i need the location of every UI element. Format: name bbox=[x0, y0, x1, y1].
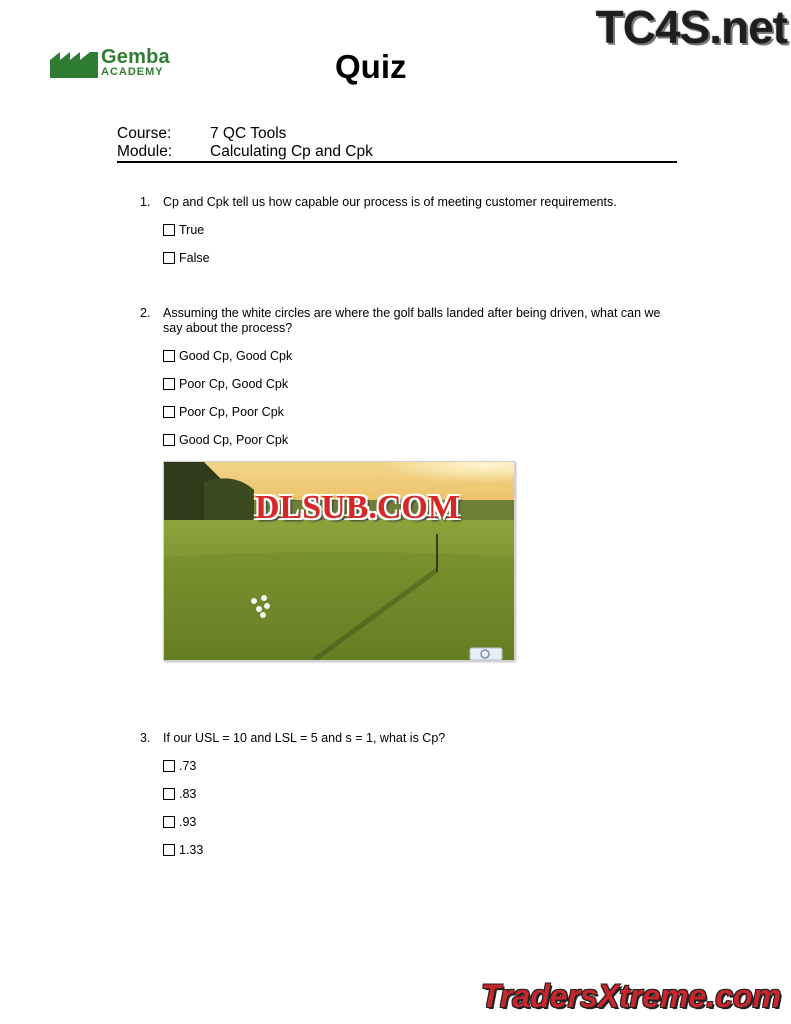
course-label: Course: bbox=[117, 125, 172, 142]
option-good-cp-good-cpk[interactable] bbox=[163, 349, 292, 363]
course-value: 7 QC Tools bbox=[210, 125, 287, 142]
checkbox[interactable] bbox=[163, 844, 175, 856]
option-label: True bbox=[179, 223, 205, 237]
question-text: If our USL = 10 and LSL = 5 and s = 1, what is Cp? bbox=[163, 731, 446, 745]
option-good-cp-poor-cpk[interactable] bbox=[163, 433, 288, 447]
option-083[interactable] bbox=[163, 787, 196, 801]
watermark-image-overlay: DLSUB.COM bbox=[255, 489, 460, 526]
question-number: 2. bbox=[140, 306, 151, 320]
watermark-bottom-right: TradersXtreme.com bbox=[481, 978, 781, 1014]
option-093[interactable] bbox=[163, 815, 196, 829]
question-text: Cp and Cpk tell us how capable our process is of meeting customer requirements. bbox=[163, 195, 617, 209]
logo-text-gemba: Gemba bbox=[101, 46, 170, 68]
checkbox[interactable] bbox=[163, 406, 175, 418]
option-label: .93 bbox=[179, 815, 197, 829]
option-label: Good Cp, Good Cpk bbox=[179, 349, 293, 363]
logo-text-academy: ACADEMY bbox=[101, 66, 164, 78]
checkbox[interactable] bbox=[163, 434, 175, 446]
checkbox[interactable] bbox=[163, 816, 175, 828]
option-poor-cp-poor-cpk[interactable] bbox=[163, 405, 284, 419]
option-label: .73 bbox=[179, 759, 197, 773]
checkbox[interactable] bbox=[163, 378, 175, 390]
checkbox[interactable] bbox=[163, 252, 175, 264]
checkbox[interactable] bbox=[163, 788, 175, 800]
course-row bbox=[117, 125, 677, 143]
option-073[interactable] bbox=[163, 759, 196, 773]
course-info bbox=[117, 125, 677, 161]
option-label: Good Cp, Poor Cpk bbox=[179, 433, 289, 447]
option-true[interactable] bbox=[163, 223, 204, 237]
watermark-top-right: TC4S.net bbox=[595, 1, 787, 53]
option-133[interactable] bbox=[163, 843, 203, 857]
option-label: Poor Cp, Poor Cpk bbox=[179, 405, 284, 419]
option-label: False bbox=[179, 251, 210, 265]
question-number: 1. bbox=[140, 195, 151, 209]
module-value: Calculating Cp and Cpk bbox=[210, 143, 373, 160]
module-label: Module: bbox=[117, 143, 173, 160]
option-poor-cp-good-cpk[interactable] bbox=[163, 377, 288, 391]
checkbox[interactable] bbox=[163, 760, 175, 772]
header-divider bbox=[117, 161, 677, 163]
gemba-academy-logo bbox=[50, 46, 190, 82]
module-row bbox=[117, 143, 677, 161]
question-number: 3. bbox=[140, 731, 151, 745]
option-label: 1.33 bbox=[179, 843, 204, 857]
factory-logo-icon bbox=[50, 48, 98, 78]
checkbox[interactable] bbox=[163, 350, 175, 362]
option-label: Poor Cp, Good Cpk bbox=[179, 377, 289, 391]
question-text: Assuming the white circles are where the golf balls landed after being driven, what can we say about the process? bbox=[163, 306, 661, 335]
checkbox[interactable] bbox=[163, 224, 175, 236]
option-false[interactable] bbox=[163, 251, 210, 265]
option-label: .83 bbox=[179, 787, 197, 801]
page-title: Quiz bbox=[335, 48, 407, 85]
